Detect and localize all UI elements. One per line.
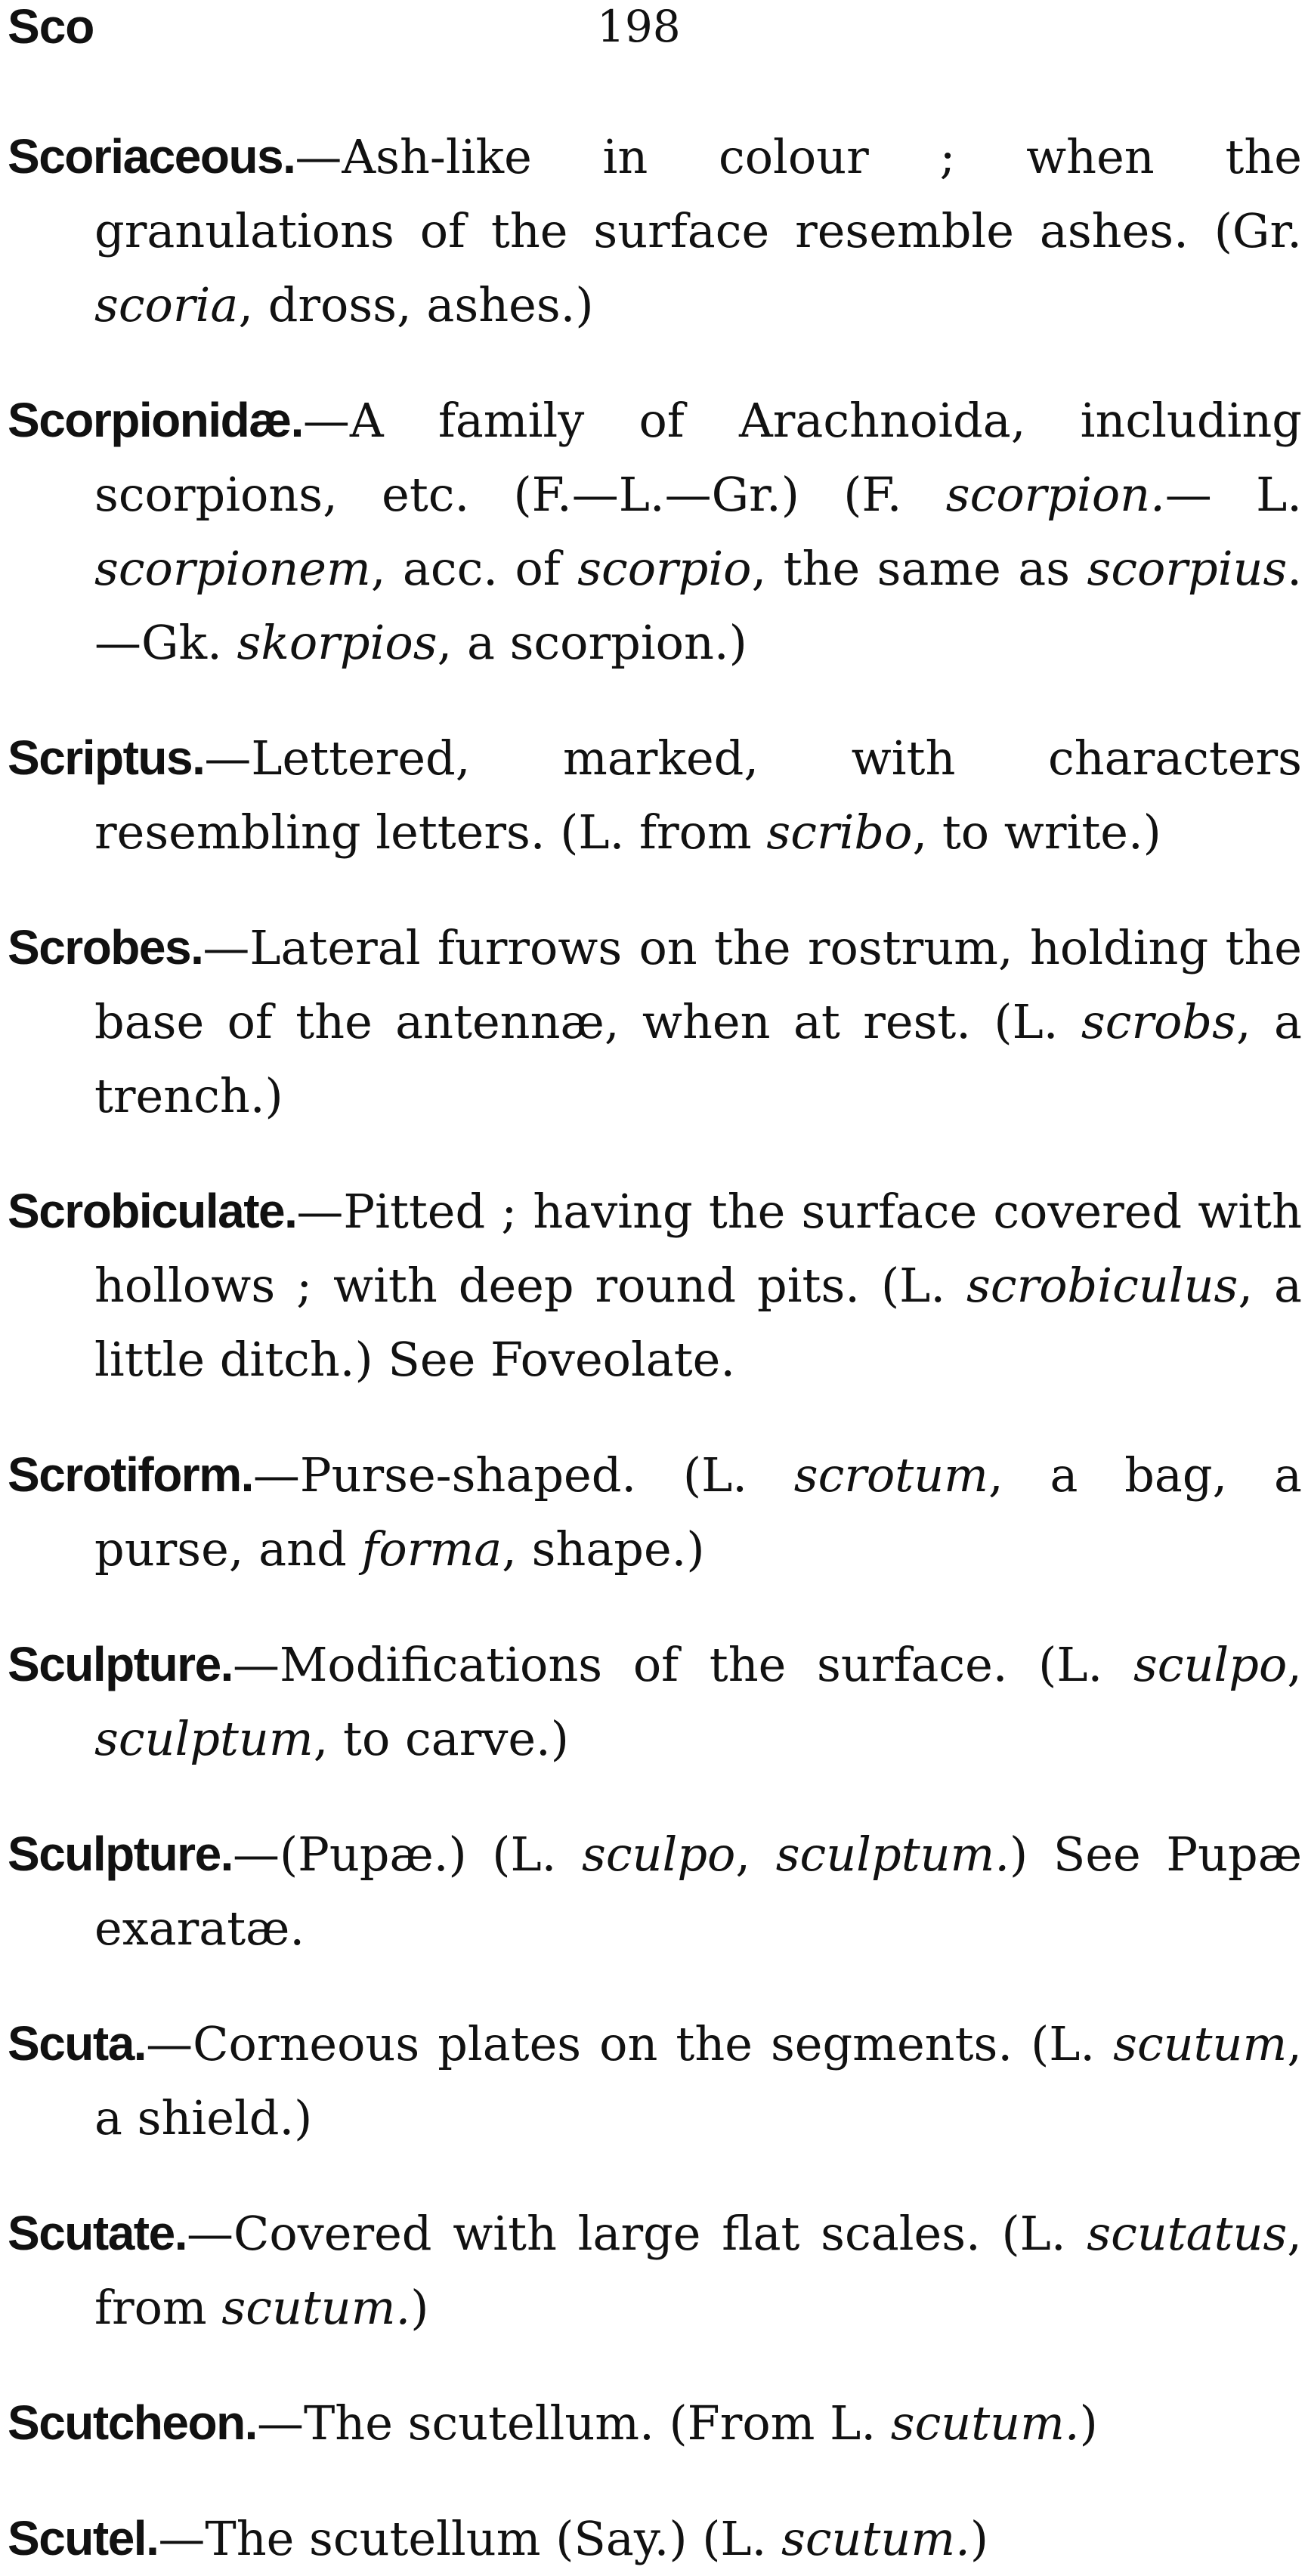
entry-definition [94, 1447, 1302, 1577]
definition-text: ) [410, 2280, 429, 2335]
entry-term: Scriptus. [8, 730, 205, 785]
definition-text: , from [94, 2206, 1302, 2335]
entry-term: Scuta. [8, 2016, 147, 2071]
definition-italic-text: scoria [94, 277, 239, 332]
definition-text: , shape.) [502, 1521, 705, 1577]
dictionary-entry [8, 2006, 1302, 2155]
dictionary-entry [8, 2501, 1302, 2576]
definition-text: —Pitted ; having the surface covered with hollows ; with deep round pits. (L. [94, 1184, 1302, 1313]
entry-definition [94, 1637, 1302, 1766]
entry-definition [257, 2395, 1098, 2451]
guide-word: Sco [8, 0, 94, 54]
definition-italic-text: forma [361, 1521, 502, 1577]
entry-term: Scrotiform. [8, 1447, 253, 1502]
page-header [8, 0, 1302, 53]
definition-italic-text: scutum. [781, 2511, 970, 2566]
definition-text: , dross, ashes.) [238, 277, 594, 332]
definition-text: , [735, 1827, 776, 1882]
definition-italic-text: scrobs [1081, 994, 1236, 1049]
definition-italic-text: scutatus [1087, 2206, 1288, 2261]
dictionary-entry [8, 910, 1302, 1133]
definition-text: , to carve.) [313, 1711, 569, 1766]
dictionary-entry [8, 721, 1302, 869]
dictionary-entry [8, 2386, 1302, 2460]
dictionary-entry [8, 1174, 1302, 1397]
definition-text: —The scutellum. (From L. [256, 2395, 891, 2451]
entry-term: Sculpture. [8, 1637, 233, 1691]
definition-text: —Purse-shaped. (L. [252, 1447, 794, 1503]
definition-italic-text: scutum [1113, 2016, 1288, 2071]
definition-italic-text: scutum. [221, 2280, 411, 2335]
definition-italic-text: sculptum [94, 1711, 314, 1766]
definition-italic-text: scribo [766, 805, 913, 860]
definition-text: —Corneous plates on the segments. (L. [146, 2016, 1114, 2071]
entry-term: Scutate. [8, 2206, 187, 2260]
dictionary-entry [8, 2196, 1302, 2345]
definition-text: ) See Pupæ exaratæ. [94, 1827, 1303, 1956]
definition-text: —The scutellum (Say.) (L. [158, 2511, 781, 2566]
entry-term: Scutcheon. [8, 2395, 257, 2450]
entry-definition [94, 730, 1302, 860]
definition-text: , a shield.) [94, 2016, 1302, 2145]
definition-text: ) [1079, 2395, 1098, 2451]
definition-text: —Lateral furrows on the rostrum, holding the base of the antennæ, when at rest. (L. [94, 920, 1302, 1049]
entry-term: Scrobes. [8, 920, 203, 974]
definition-text: —(Pupæ.) (L. [232, 1827, 583, 1882]
entry-definition [94, 1827, 1302, 1956]
entry-term: Scoriaceous. [8, 129, 295, 184]
definition-italic-text: skorpios [237, 615, 438, 670]
dictionary-entry [8, 383, 1302, 680]
definition-italic-text: scrobiculus [966, 1258, 1238, 1313]
definition-text: , to write.) [912, 805, 1161, 860]
definition-italic-text: sculpo [582, 1827, 736, 1882]
definition-text: , the same as [751, 541, 1087, 596]
entry-term: Scutel. [8, 2511, 159, 2565]
entry-term: Scorpionidæ. [8, 393, 303, 447]
definition-text: ) [969, 2511, 989, 2566]
definition-italic-text: sculptum. [775, 1827, 1010, 1882]
dictionary-entry [8, 1627, 1302, 1776]
definition-italic-text: scrotum [793, 1447, 988, 1503]
dictionary-entry [8, 1817, 1302, 1966]
definition-italic-text: scorpion. [945, 467, 1165, 522]
entry-definition [94, 920, 1302, 1123]
dictionary-entry [8, 119, 1302, 342]
definition-text: .—Gk. [94, 541, 1303, 670]
definition-italic-text: scorpio [577, 541, 752, 596]
definition-italic-text: sculpo [1133, 1637, 1288, 1692]
page-number: 198 [597, 1, 681, 52]
definition-text: —Ash-like in colour ; when the granulations of the surface resemble ashes. (Gr. [94, 129, 1302, 258]
definition-text: —A family of Arachnoida, including scorpions, etc. (F.—L.—Gr.) (F. [94, 393, 1302, 522]
definition-italic-text: scorpionem [94, 541, 371, 596]
entry-term: Scrobiculate. [8, 1184, 297, 1238]
definition-text: —Lettered, marked, with characters resembling letters. (L. from [94, 730, 1302, 860]
entry-list [8, 119, 1302, 2576]
definition-text: , a scorpion.) [437, 615, 747, 670]
definition-text: —Covered with large flat scales. (L. [186, 2206, 1087, 2261]
entry-definition [94, 2206, 1302, 2335]
entry-definition [158, 2511, 988, 2566]
entry-term: Sculpture. [8, 1827, 233, 1881]
entry-definition [94, 2016, 1302, 2145]
definition-text: , a trench.) [94, 994, 1302, 1123]
definition-text: , [1287, 1637, 1302, 1692]
definition-text: , a little ditch.) See Foveolate. [94, 1258, 1302, 1387]
definition-italic-text: scorpius [1087, 541, 1288, 596]
definition-text: —Modifications of the surface. (L. [232, 1637, 1133, 1692]
definition-text: — L. [1164, 467, 1303, 522]
definition-text: , a bag, a purse, and [94, 1447, 1303, 1577]
definition-italic-text: scutum. [890, 2395, 1080, 2451]
definition-text: , acc. of [370, 541, 578, 596]
dictionary-entry [8, 1438, 1302, 1586]
